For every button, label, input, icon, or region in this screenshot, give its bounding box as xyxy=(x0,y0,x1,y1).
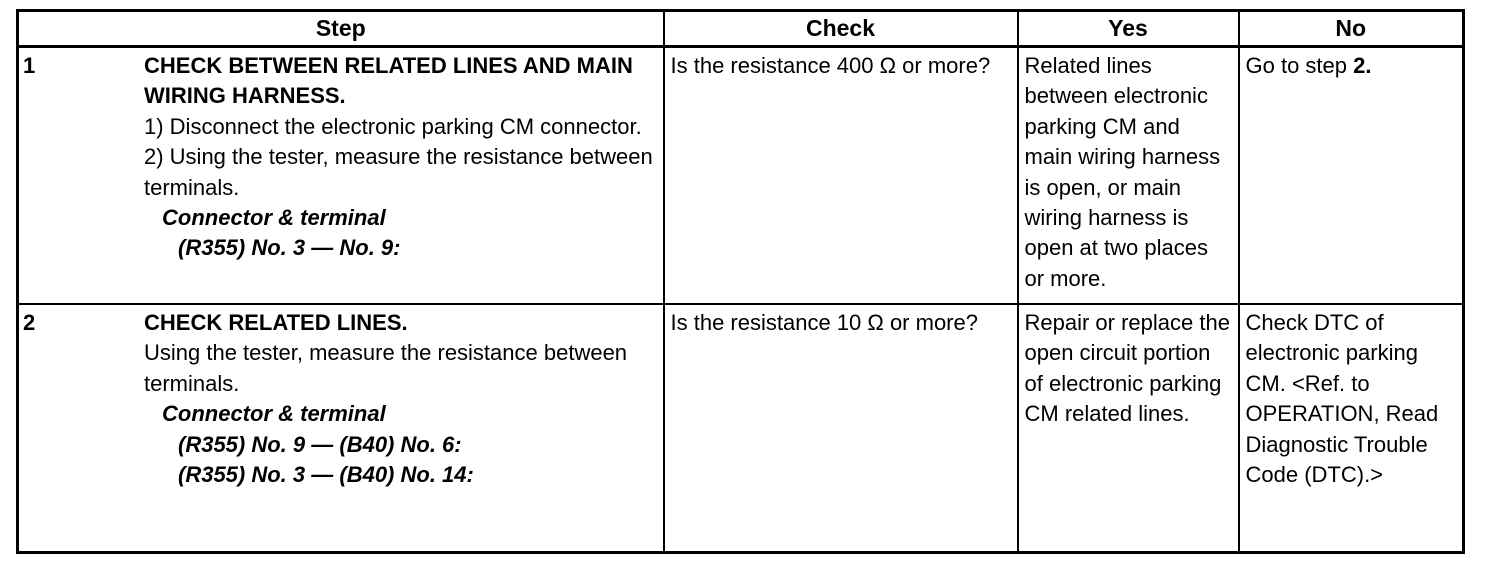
connector-terminal-label: Connector & terminal xyxy=(162,205,386,231)
header-no: No xyxy=(1239,11,1464,47)
step-cell xyxy=(18,47,664,305)
no-cell xyxy=(1239,47,1464,305)
check-cell: Is the resistance 400 Ω or more? xyxy=(664,47,1018,305)
yes-cell: Related lines between electronic parking CM and main wiring harness is open, or main wiring harness is open at two places or more. xyxy=(1018,47,1239,305)
yes-cell: Repair or replace the open circuit portion of electronic parking CM related lines. xyxy=(1018,304,1239,553)
header-step: Step xyxy=(18,11,664,47)
header-yes: Yes xyxy=(1018,11,1239,47)
table-row xyxy=(18,304,1464,553)
step-instruction: 1) Disconnect the electronic parking CM connector. xyxy=(144,113,642,139)
go-to-step-number: 2. xyxy=(1353,53,1372,78)
no-cell: Check DTC of electronic parking CM. <Ref. to OPERATION, Read Diagnostic Trouble Code (DTC).> xyxy=(1239,304,1464,553)
header-check: Check xyxy=(664,11,1018,47)
table-row xyxy=(18,47,1464,305)
step-number: 2 xyxy=(23,310,36,335)
header-row xyxy=(18,11,1464,47)
step-title: CHECK RELATED LINES. xyxy=(144,310,408,335)
step-instruction: 2) Using the tester, measure the resistance between terminals. xyxy=(144,144,653,200)
no-prefix: Go to step xyxy=(1245,53,1354,78)
connector-terminal-line: (R355) No. 9 — (B40) No. 6: xyxy=(178,431,462,457)
step-title: CHECK BETWEEN RELATED LINES AND MAIN WIRING HARNESS. xyxy=(144,53,633,109)
step-body xyxy=(144,51,663,264)
connector-terminal-line: (R355) No. 3 — No. 9: xyxy=(178,235,401,261)
step-cell xyxy=(18,304,664,553)
step-instruction: Using the tester, measure the resistance between terminals. xyxy=(144,340,628,396)
step-body xyxy=(144,308,663,490)
diagnostic-table xyxy=(16,9,1465,554)
step-number: 1 xyxy=(23,53,36,78)
connector-terminal-label: Connector & terminal xyxy=(162,401,386,427)
check-cell: Is the resistance 10 Ω or more? xyxy=(664,304,1018,553)
connector-terminal-line: (R355) No. 3 — (B40) No. 14: xyxy=(178,462,474,488)
